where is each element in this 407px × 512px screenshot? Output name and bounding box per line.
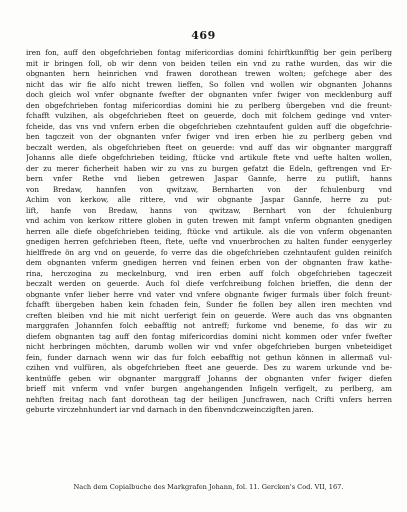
- text-line: der zu merer ficherheit haben wir zu vns zu burgen gefatzt die Edeln, geftrengen vnd Er-: [26, 163, 392, 173]
- text-line: bern vnfer Rethe vnd lieben getrewen Jaspar Gannfe, herre zu putlift, hanns: [26, 174, 392, 183]
- text-line: nicht herbringen möchten, darumb wollen wir vnd vnfer obgefchrieben burgen vnbeteidiget: [26, 342, 392, 351]
- text-line: diefem obgnanten tag auff den fontag mifericordias domini nicht kommen oder vnfer fwefter: [26, 331, 392, 341]
- text-line: fchafft vulzihen, als obgefchrieben fteet on geuerde, doch mit folchem gedinge vnd vnter-: [26, 111, 392, 120]
- text-line: creften bleiben vnd hie mit nicht uerferigt fein on geuerde. Were auch das vns obgnanten: [26, 310, 392, 320]
- text-line: fcheide, das vns vnd vnfern erben die obgefchrieben czehntaufent gulden auff die obgefchrie-: [26, 121, 392, 131]
- text-line: beczalt werden, als obgefchrieben fteet on geuerde: vnd auff das wir obgnanter marggraff: [26, 142, 392, 152]
- source-footnote: Nach dem Copialbuche des Markgrafen Johann, fol. 11. Gercken's Cod. VII, 167.: [73, 483, 344, 491]
- text-line: obgnanten hern heinrichen vnd frawen dorothean trewen wolten; gefchege aber des: [26, 69, 392, 78]
- text-line: beczalt werden on geuerde. Auch fol diefe verfchreibung folchen brieffen, die denn der: [26, 279, 392, 288]
- text-line: fchafft übergeben haben kein fchaden fein, Sunder fie follen bey allen iren mechten vnd: [26, 300, 392, 309]
- text-line: obgnante vnfer lieber herre vnd vater vnd vnfere obgnante fwiger furmals über folch freunt-: [26, 289, 392, 299]
- text-line: herren alle diefe obgefchrieben teiding, ftücke vnd artikule. als die von vnferm obgenanten: [26, 226, 392, 236]
- text-line: brieff mit vnferm vnd vnfer burgen angehangenden Infigeln verfigelt, zu perlberg, am: [26, 384, 392, 393]
- text-line: den obgefchrieben fontag mifericordias domini hie zu perlberg übergeben vnd die freunt-: [26, 100, 392, 110]
- footnote-divider: [26, 478, 391, 479]
- text-line: kentnüffe geben wir obgnanter marggraff Johanns der obgnanten vnfer fwiger diefen: [26, 373, 392, 383]
- text-line: ben tagczeit von der obgnanten vnfer fwiger vnd iren erben hie zu perlberg geben vnd: [26, 132, 392, 141]
- text-line: vnd achim von kerkow rittere globen in guten trewen mit fampt vnferm obgnanten gnedigen: [26, 216, 392, 225]
- text-line: hielffrede ön arg vnd on geuerde, fo verre das die obgefchrieben czehntaufent gulden reinifch: [26, 247, 392, 257]
- text-line: geburte virczehnhundert iar vnd darnach in den fibenvndczweinczigften jaren.: [26, 405, 314, 414]
- text-line: Achim von kerkow, alle rittere, vnd wir obgnante Jaspar Gannfe, herre zu put-: [26, 195, 392, 204]
- text-line: rina, herczogina zu meckelnburg, vnd iren erben auff folch obgefchrieben tageczeit: [26, 268, 392, 278]
- text-line: nicht das wir fie alfo nicht trewen lieffen, So follen vnd wollen wir obgnanten Johanns: [26, 79, 392, 89]
- text-line: lift, hanfe von Bredaw, hanns von qwitzaw, Bernhart von der fchulenburg: [26, 205, 392, 215]
- text-line: mit ir bringen foll, ob wir denn von beiden teilen ein vnd zu rathe wurden, das wir die: [26, 58, 392, 68]
- page-number: 469: [191, 29, 216, 42]
- text-line: iren fon, auff den obgefchrieben fontag mifericordias domini fchirftkunfftig ber gein perlberg: [26, 48, 392, 57]
- text-line: czihen vnd vulfüren, als obgefchrieben fteet ane geuerde. Des zu warem urkunde vnd be-: [26, 363, 392, 372]
- text-line: Johanns alle diefe obgefchrieben teiding, ftücke vnd artikule ftete vnd uefte halten wollen,: [26, 153, 392, 162]
- text-line: gnedigen herren gefchrieben fteen, ftete, uefte vnd vnuerbrochen zu halten funder eenygerley: [26, 237, 392, 246]
- text-line: fein, funder darnach wenn wir das fur folch eebafftig not gethun können in allermaß vul-: [26, 352, 392, 362]
- body-text: [26, 48, 392, 416]
- text-line: doch gleich wol vnfer obgnante fwefter der obgnanten vnfer fwiger von mecklenburg auff: [26, 90, 392, 99]
- text-line: marggrafen Johannfen folch eebafftig not antreff; furkome vnd beneme, fo das wir zu: [26, 321, 392, 330]
- text-line: dem obgnanten vnferm gnedigen herren vnd feinen erben von der obgnanten fraw kathe-: [26, 258, 392, 267]
- text-line: nehften freitag nach fant dorothean tag der heiligen Juncfrawen, nach Crifti vnfers herren: [26, 394, 392, 404]
- text-line: von Bredaw, hannfen von qwitzaw, Bernharten von der fchulenburg vnd: [26, 184, 392, 194]
